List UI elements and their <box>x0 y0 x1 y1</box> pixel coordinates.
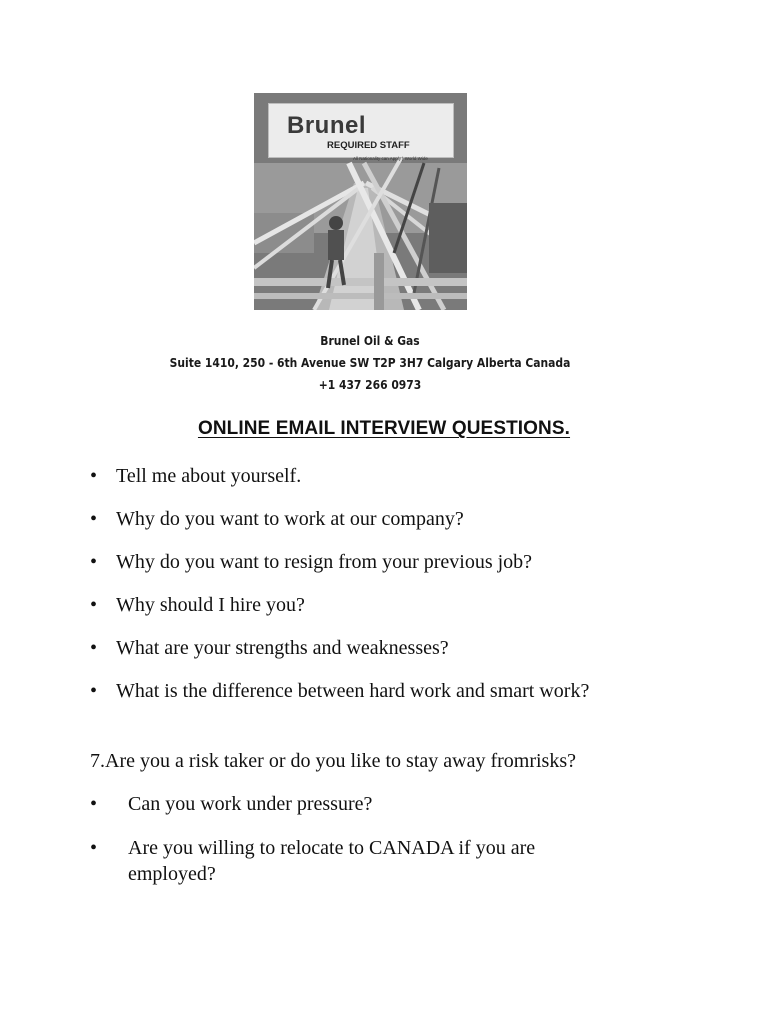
page-title <box>0 418 768 440</box>
bullet-4: • <box>90 594 98 616</box>
bullet-2: • <box>90 508 98 530</box>
company-name: Brunel Oil & Gas <box>320 333 420 348</box>
bullet-6: • <box>90 680 98 702</box>
bullet-1: • <box>90 465 98 487</box>
company-phone: +1 437 266 0973 <box>318 377 422 392</box>
banner-title-card <box>268 103 454 161</box>
question-8: Can you work under pressure? <box>128 793 373 815</box>
bullet-9: • <box>90 837 98 859</box>
question-5: What are your strengths and weaknesses? <box>116 637 449 659</box>
bullet-5: • <box>90 637 98 659</box>
bullet-8: • <box>90 793 98 815</box>
banner-subline: All Nationality can Apply | World Wide <box>353 156 428 161</box>
question-7: 7.Are you a risk taker or do you like to stay away fromrisks? <box>90 750 576 772</box>
company-address-block <box>52 330 688 396</box>
question-6: What is the difference between hard work and smart work? <box>116 680 590 702</box>
question-1: Tell me about yourself. <box>116 465 302 487</box>
recruitment-banner-image <box>254 93 467 310</box>
question-9: Are you willing to relocate to CANADA if you are employed? <box>128 837 536 885</box>
company-street-address: Suite 1410, 250 - 6th Avenue SW T2P 3H7 Calgary Alberta Canada <box>169 355 571 370</box>
question-4: Why should I hire you? <box>116 594 305 616</box>
bullet-3: • <box>90 551 98 573</box>
question-3: Why do you want to resign from your previous job? <box>116 551 533 573</box>
question-2: Why do you want to work at our company? <box>116 508 464 530</box>
page-title-text: ONLINE EMAIL INTERVIEW QUESTIONS. <box>197 418 571 439</box>
brand-logo-text: Brunel <box>287 112 367 139</box>
banner-tagline: REQUIRED STAFF <box>327 140 410 151</box>
